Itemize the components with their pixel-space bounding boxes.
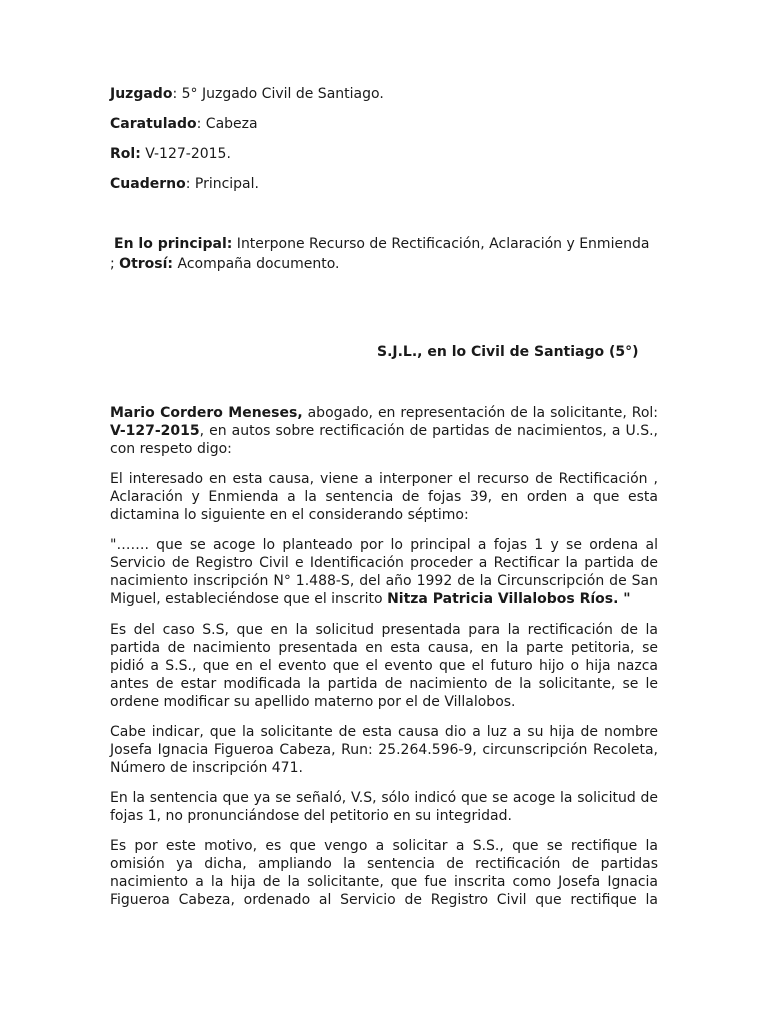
juzgado-line bbox=[110, 85, 384, 103]
addressee: S.J.L., en lo Civil de Santiago (5°) bbox=[377, 344, 639, 360]
principal-value: Interpone Recurso de Rectificación, Aclaración y Enmienda bbox=[232, 236, 650, 252]
paragraph-7: Es por este motivo, es que vengo a solicitar a S.S., que se rectifique la omisión ya dicha, ampliando la sentencia de rectificación de partidas nacimiento a la hija de la solicitante, que fue inscrita como Josefa Ignacia Figueroa Cabeza, ordenado al Servicio de Registro Civil que rectifique la bbox=[110, 838, 658, 908]
rol-label: Rol: bbox=[110, 146, 141, 162]
paragraph-3: "……. que se acoge lo planteado por lo principal a fojas 1 y se ordena al Servicio de Registro Civil e Identificación proceder a Rectificar la partida de nacimiento inscripción N° 1.488-S, del año 1992 de la Circunscripción de San Miguel, estableciéndose que el inscrito Nitza Patricia Villalobos Ríos. " bbox=[110, 537, 658, 607]
otrosi-value: Acompaña documento. bbox=[173, 256, 340, 272]
summary-principal bbox=[114, 235, 649, 253]
case-rol: V-127-2015 bbox=[110, 423, 200, 439]
otrosi-label: Otrosí: bbox=[119, 256, 174, 272]
cuaderno-label: Cuaderno bbox=[110, 176, 186, 192]
paragraph-4: Es del caso S.S, que en la solicitud presentada para la rectificación de la partida de nacimiento presentada en esta causa, en la parte petitoria, se pidió a S.S., que en el evento que el evento que el futuro hijo o hija nazca antes de estar modificada la partida de nacimiento de la solicitante, se le ordene modificar su apellido materno por el de Villalobos. bbox=[110, 622, 658, 710]
otrosi-prefix: ; bbox=[110, 256, 120, 272]
body-text bbox=[110, 404, 658, 909]
paragraph-6: En la sentencia que ya se señaló, V.S, sólo indicó que se acoge la solicitud de fojas 1, no pronunciándose del petitorio en su integridad. bbox=[110, 790, 658, 824]
registrant-name: Nitza Patricia Villalobos Ríos. " bbox=[387, 591, 631, 607]
juzgado-label: Juzgado bbox=[110, 86, 173, 102]
cuaderno-line bbox=[110, 175, 259, 193]
paragraph-5: Cabe indicar, que la solicitante de esta causa dio a luz a su hija de nombre Josefa Ignacia Figueroa Cabeza, Run: 25.264.596-9, circunscripción Recoleta, Número de inscripción 471. bbox=[110, 724, 658, 776]
rol-line bbox=[110, 145, 231, 163]
caratulado-line bbox=[110, 115, 258, 133]
cuaderno-value: : Principal. bbox=[185, 176, 259, 192]
paragraph-2: El interesado en esta causa, viene a interponer el recurso de Rectificación , Aclaración y Enmienda a la sentencia de fojas 39, en orden a que esta dictamina lo siguiente en el considerando séptimo: bbox=[110, 471, 658, 523]
caratulado-label: Caratulado bbox=[110, 116, 197, 132]
summary-otrosi bbox=[110, 255, 340, 273]
juzgado-value: : 5° Juzgado Civil de Santiago. bbox=[172, 86, 384, 102]
attorney-name: Mario Cordero Meneses, bbox=[110, 405, 303, 421]
caratulado-value: : Cabeza bbox=[196, 116, 258, 132]
paragraph-1: Mario Cordero Meneses, abogado, en representación de la solicitante, Rol: V-127-2015, en autos sobre rectificación de partidas de nacimientos, a U.S., con respeto digo: bbox=[110, 405, 658, 457]
rol-value: V-127-2015. bbox=[140, 146, 231, 162]
principal-label: En lo principal: bbox=[114, 236, 233, 252]
